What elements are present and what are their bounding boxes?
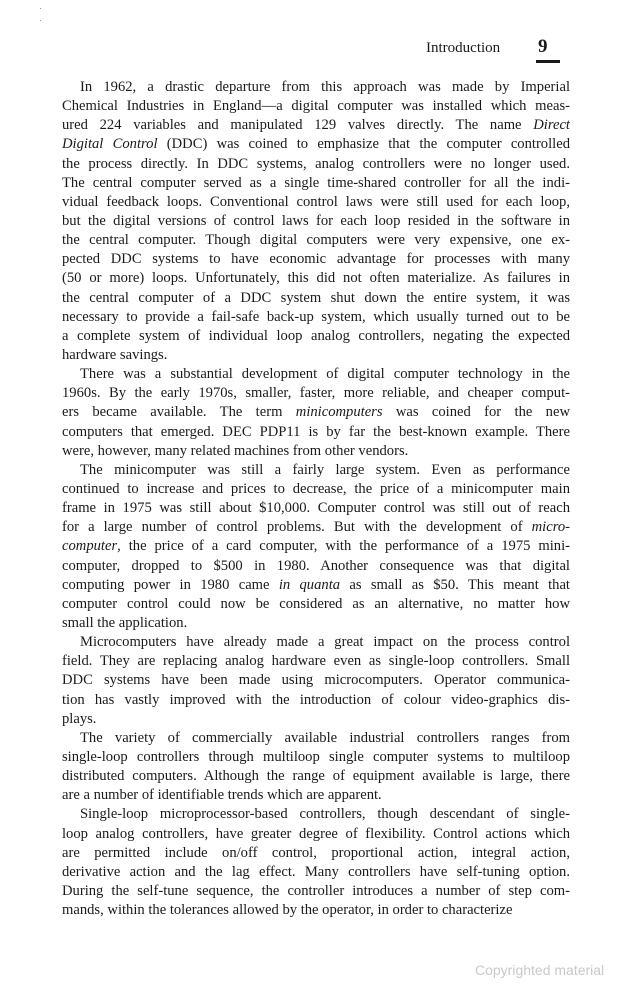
text-line: field. They are replacing analog hardware even as single-loop controllers. Small [62,653,570,670]
paragraph [44,729,570,806]
section-title: Introduction [426,40,501,56]
text-line: 1960s. By the early 1970s, smaller, faster, more reliable, and cheaper comput- [62,385,570,402]
paragraph [44,461,570,633]
text-line: are permitted include on/off control, proportional action, integral action, [62,844,570,861]
running-header [0,38,638,78]
text-line: During the self-tune sequence, the controller introduces a number of step com- [62,882,570,899]
page-number-rule [536,60,560,63]
copyright-watermark: Copyrighted material [475,962,605,978]
text-line: tion has vastly improved with the introduction of colour video-graphics dis- [62,691,570,708]
text-line: for a large number of control problems. But with the development of micro- [62,519,570,536]
text-line: Digital Control (DDC) was coined to emphasize that the computer controlled [62,136,570,153]
text-line: the central computer. Though digital computers were very expensive, one ex- [62,232,570,249]
text-line: In 1962, a drastic departure from this approach was made by Imperial [80,79,570,95]
text-line: continued to increase and prices to decrease, the price of a minicomputer main [62,480,570,497]
text-line: necessary to provide a fail-safe back-up system, which usually turned out to be [62,308,570,325]
text-line: vidual feedback loops. Conventional control laws were still used for each loop, [62,193,570,210]
paragraph [44,365,570,461]
text-line: were, however, many related machines from other vendors. [62,442,409,459]
text-line: The minicomputer was still a fairly large system. Even as performance [80,461,570,478]
text-line: a complete system of individual loop analog controllers, negating the expected [62,327,570,344]
text-line: single-loop controllers through multiloop single computer systems to multiloop [62,748,570,765]
text-line: derivative action and the lag effect. Many controllers have self-tuning option. [62,863,570,880]
text-line: computer, the price of a card computer, with the performance of a 1975 mini- [62,538,570,555]
text-line: computing power in 1980 came in quanta as small as $50. This meant that [62,576,570,593]
paragraph [44,633,570,729]
text-line: The variety of commercially available industrial controllers ranges from [80,729,570,746]
paragraph [44,78,570,365]
text-line: (50 or more) loops. Unfortunately, this did not often materialize. As failures in [62,270,570,287]
text-line: loop analog controllers, have greater degree of flexibility. Control actions which [62,825,570,842]
text-line: computer, dropped to $500 in 1980. Another consequence was that digital [62,557,570,574]
text-line: ured 224 variables and manipulated 129 valves directly. The name Direct [62,117,570,134]
text-line: mands, within the tolerances allowed by the operator, in order to characterize [62,902,513,919]
text-line: frame in 1975 was still about $10,000. Computer control was still out of reach [62,500,570,517]
text-line: hardware savings. [62,346,168,363]
body-text [44,78,570,920]
text-line: the central computer of a DDC system shut down the entire system, it was [62,289,570,306]
text-line: The central computer served as a single time-shared controller for all the indi- [62,174,570,191]
text-line: pected DDC systems to have economic advantage for processes with many [62,251,570,268]
scan-mark [40,20,41,21]
text-line: Chemical Industries in England—a digital computer was installed which meas- [62,98,570,115]
text-line: distributed computers. Although the range of equipment available is large, there [62,768,570,785]
text-line: the process directly. In DDC systems, analog controllers were no longer used. [62,155,570,172]
text-line: computers that emerged. DEC PDP11 is by far the best-known example. There [62,423,570,440]
text-line: DDC systems have been made using microcomputers. Operator communica- [62,672,570,689]
text-line: computer control could now be considered as an alternative, no matter how [62,595,570,612]
paragraph [44,805,570,920]
scan-mark [40,8,41,9]
text-line: Single-loop microprocessor-based controllers, though descendant of single- [80,806,570,823]
text-line: ers became available. The term minicomputers was coined for the new [62,404,570,421]
text-line: There was a substantial development of digital computer technology in the [80,366,570,383]
page-number: 9 [538,36,548,57]
text-line: plays. [62,710,97,727]
text-line: but the digital versions of control laws for each loop resided in the software in [62,212,570,229]
text-line: Microcomputers have already made a great impact on the process control [80,634,570,651]
text-line: are a number of identifiable trends which are apparent. [62,787,382,804]
text-line: small the application. [62,614,188,631]
